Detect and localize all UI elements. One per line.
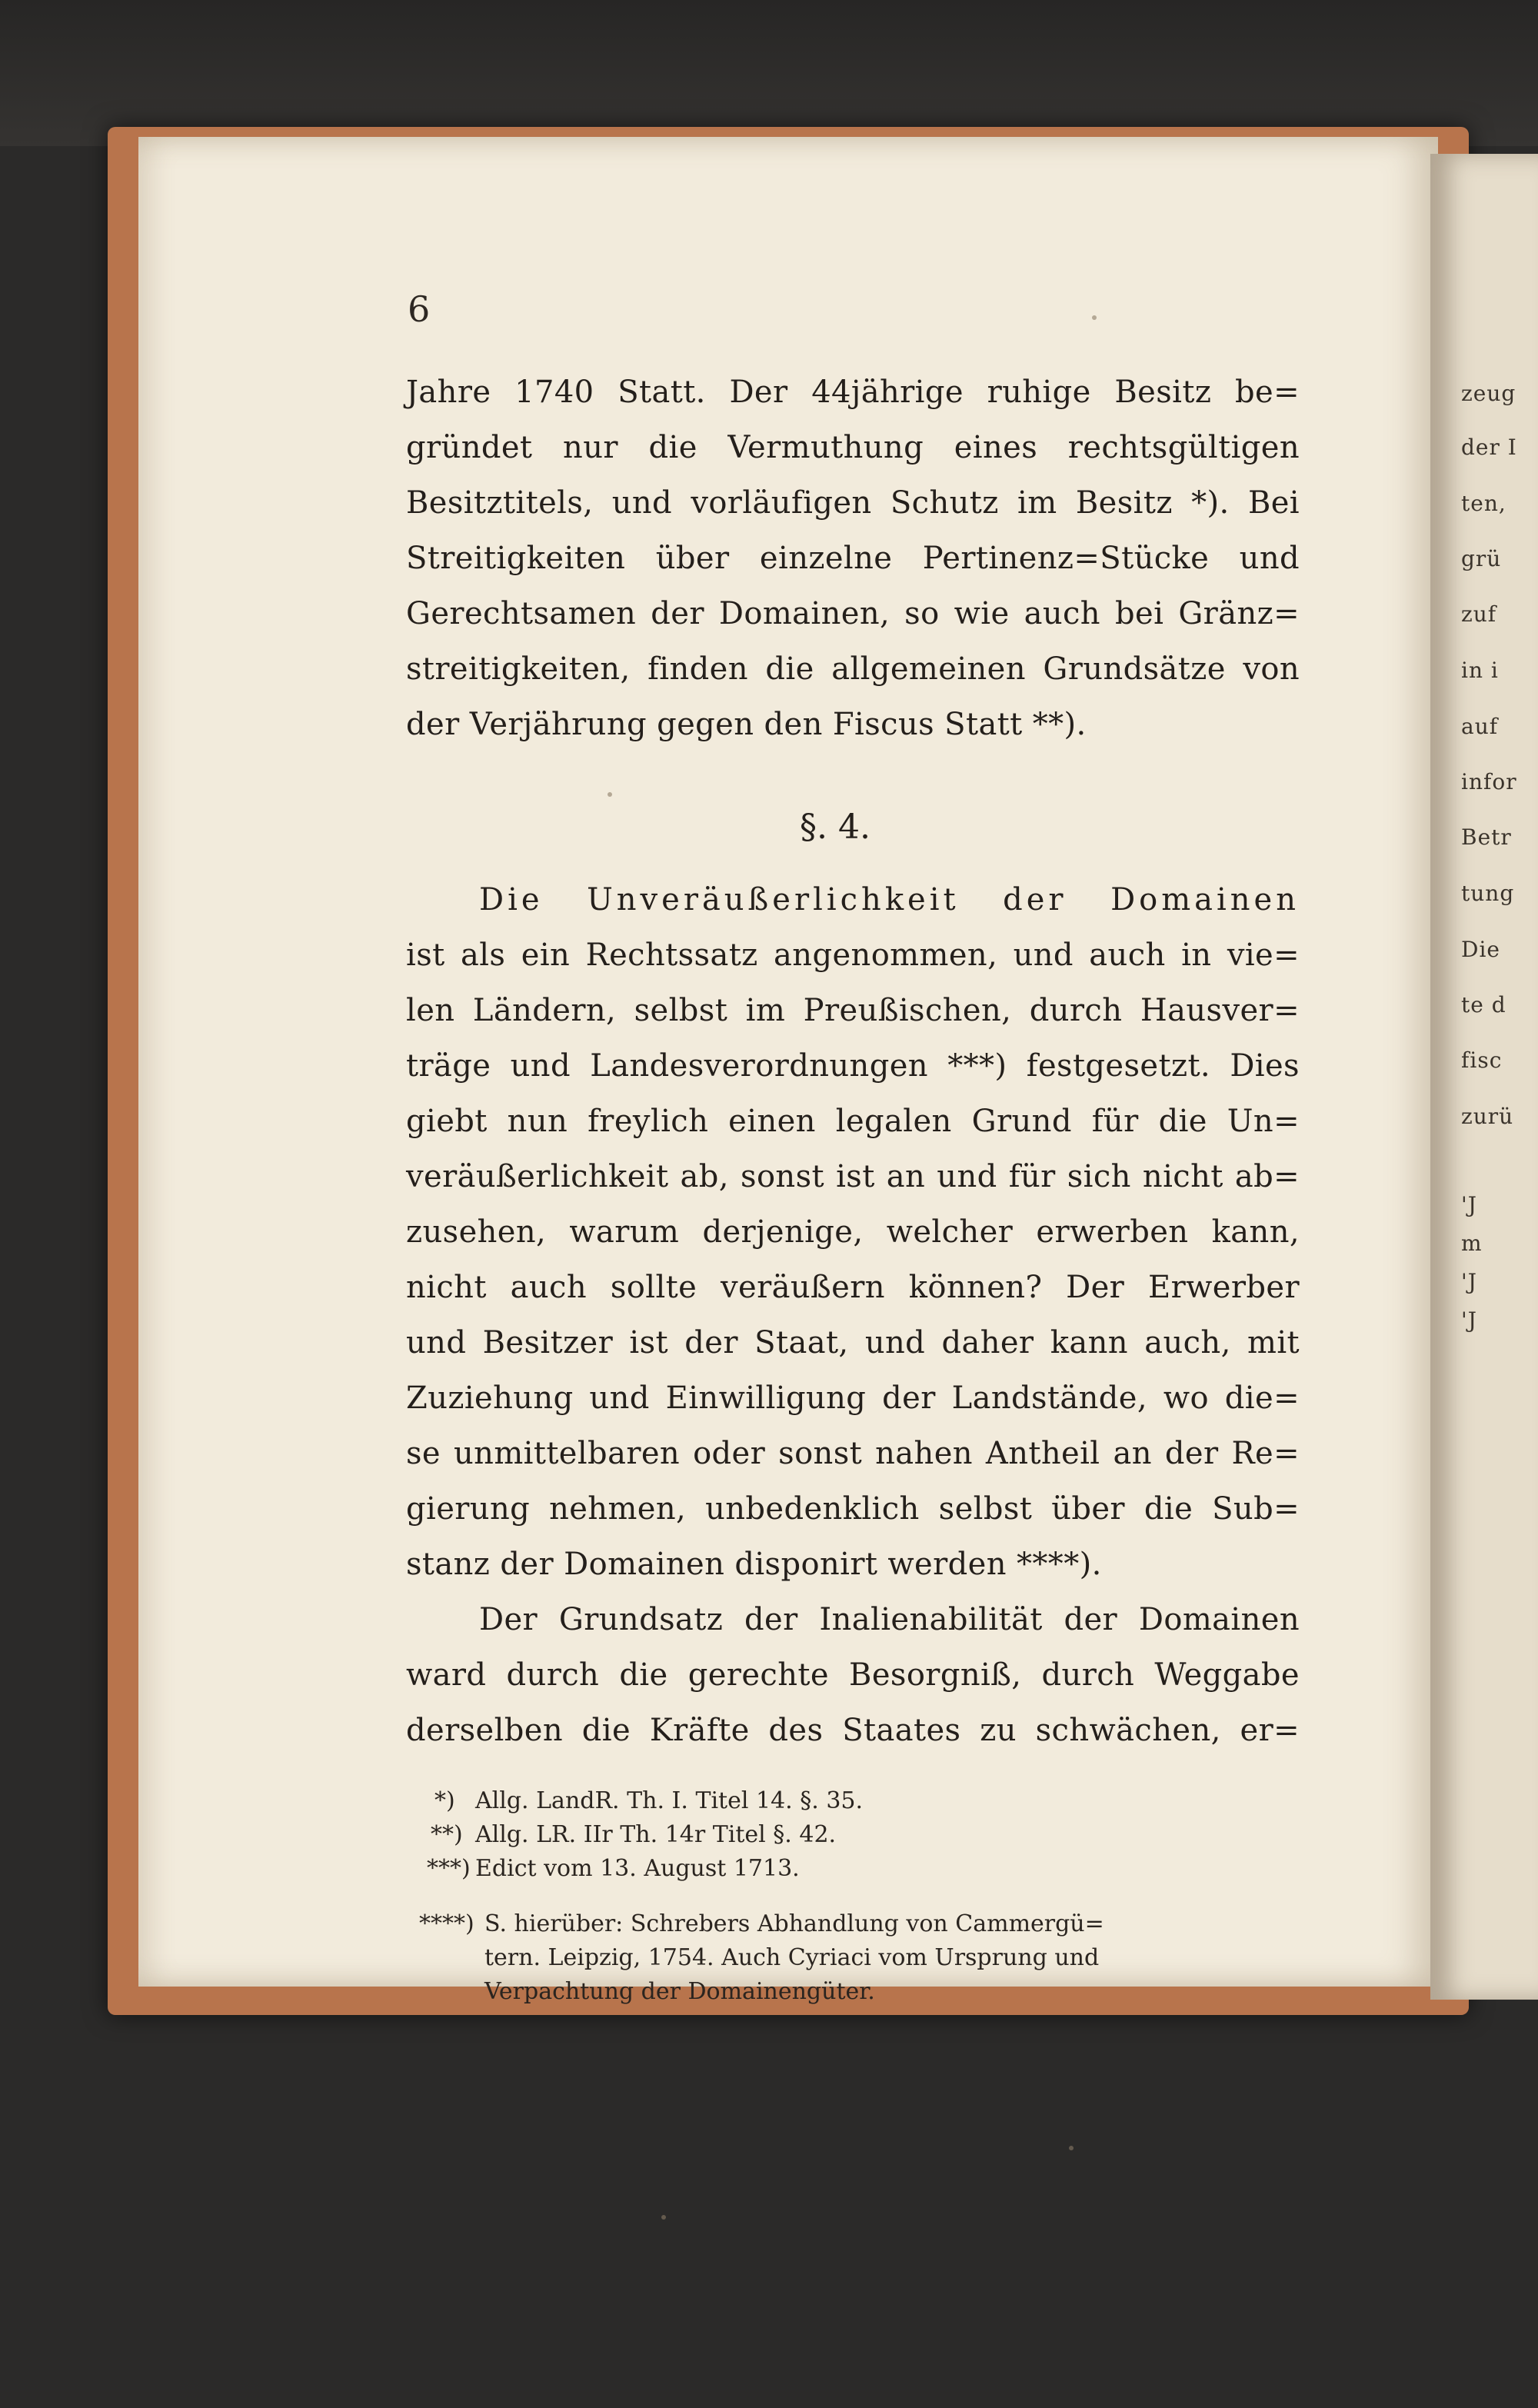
footnote-text: Allg. LR. IIr Th. 14r Titel §. 42.: [475, 1821, 837, 1848]
text-line: gierung nehmen, unbedenklich selbst über die Sub=: [406, 1491, 1300, 1527]
facing-page-fragment: in i: [1461, 658, 1499, 683]
footnote-text: Allg. LandR. Th. I. Titel 14. §. 35.: [475, 1787, 864, 1814]
text-line: Die Unveräußerlichkeit der Domainen: [479, 882, 1300, 918]
paper-speck: [1092, 315, 1097, 320]
facing-page-fragment: auf: [1461, 714, 1499, 739]
text-line: ward durch die gerechte Besorgniß, durch Weggabe: [406, 1657, 1300, 1693]
facing-page: [1430, 154, 1538, 2000]
facing-page-fragment: 'J: [1461, 1269, 1477, 1294]
facing-page-fragment: zurü: [1461, 1104, 1514, 1129]
text-line: stanz der Domainen disponirt werden ****).: [406, 1547, 1102, 1582]
text-line: se unmittelbaren oder sonst nahen Antheil an der Re=: [406, 1436, 1300, 1471]
text-line: len Ländern, selbst im Preußischen, durch Hausver=: [406, 993, 1300, 1028]
paper-speck: [608, 792, 612, 797]
facing-page-fragment: zuf: [1461, 601, 1497, 627]
text-line: gründet nur die Vermuthung eines rechtsgültigen: [406, 430, 1300, 465]
text-line: und Besitzer ist der Staat, und daher kann auch, mit: [406, 1325, 1300, 1361]
facing-page-fragment: Betr: [1461, 824, 1512, 850]
text-line: ist als ein Rechtssatz angenommen, und auch in vie=: [406, 938, 1300, 973]
facing-page-fragment: tung: [1461, 881, 1515, 906]
facing-page-fragment: m: [1461, 1231, 1483, 1256]
facing-page-fragment: Die: [1461, 937, 1500, 962]
facing-page-fragment: der I: [1461, 435, 1517, 460]
text-line: veräußerlichkeit ab, sonst ist an und für sich nicht ab=: [406, 1159, 1300, 1194]
text-line: streitigkeiten, finden die allgemeinen Grundsätze von: [406, 651, 1300, 687]
text-line: träge und Landesverordnungen ***) festgesetzt. Dies: [406, 1048, 1300, 1084]
text-line: nicht auch sollte veräußern können? Der Erwerber: [406, 1270, 1300, 1305]
footnote-mark: ****): [419, 1910, 474, 1937]
facing-page-fragment: te d: [1461, 992, 1506, 1017]
facing-page-fragment: fisc: [1461, 1047, 1503, 1073]
text-line: Der Grundsatz der Inalienabilität der Domainen: [479, 1602, 1300, 1637]
text-line: Streitigkeiten über einzelne Pertinenz=Stücke und: [406, 541, 1300, 576]
footnote-text: tern. Leipzig, 1754. Auch Cyriaci vom Ursprung und: [484, 1944, 1100, 1971]
paper-speck: [661, 2215, 666, 2220]
text-line: derselben die Kräfte des Staates zu schwächen, er=: [406, 1713, 1300, 1748]
text-line: giebt nun freylich einen legalen Grund für die Un=: [406, 1104, 1300, 1139]
footnote-text: Edict vom 13. August 1713.: [475, 1855, 800, 1882]
text-line: Zuziehung und Einwilligung der Landstände, wo die=: [406, 1381, 1300, 1416]
section-heading: §. 4.: [800, 808, 871, 847]
footnote-mark: *): [434, 1787, 455, 1814]
text-line: der Verjährung gegen den Fiscus Statt **).: [406, 707, 1087, 742]
page-number: 6: [408, 288, 431, 330]
paper-speck: [1069, 2146, 1074, 2150]
text-line: Jahre 1740 Statt. Der 44jährige ruhige Besitz be=: [406, 375, 1300, 410]
text-line: zusehen, warum derjenige, welcher erwerben kann,: [406, 1214, 1300, 1250]
footnote-mark: ***): [427, 1855, 471, 1882]
facing-page-fragment: zeug: [1461, 381, 1516, 406]
footnote-text: S. hierüber: Schrebers Abhandlung von Cammergü=: [484, 1910, 1104, 1937]
facing-page-fragment: 'J: [1461, 1307, 1477, 1333]
facing-page-fragment: 'J: [1461, 1192, 1477, 1217]
footnote-mark: **): [431, 1821, 463, 1848]
facing-page-fragment: ten,: [1461, 491, 1506, 516]
background: [0, 0, 1538, 146]
text-line: Gerechtsamen der Domainen, so wie auch bei Gränz=: [406, 596, 1300, 631]
facing-page-fragment: infor: [1461, 769, 1517, 794]
facing-page-fragment: grü: [1461, 546, 1502, 571]
footnote-text: Verpachtung der Domainengüter.: [484, 1978, 875, 2005]
text-line: Besitztitels, und vorläufigen Schutz im Besitz *). Bei: [406, 485, 1300, 521]
